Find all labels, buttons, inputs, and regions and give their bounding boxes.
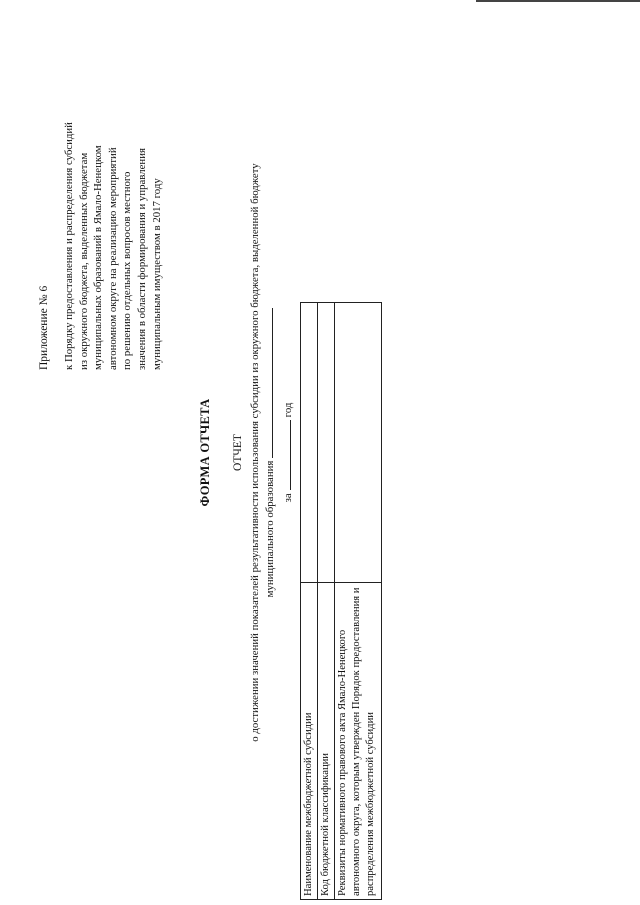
report-title: ОТЧЕТ: [232, 434, 244, 471]
table-cell-label: Код бюджетной классификации: [318, 583, 335, 900]
appendix-ref-line: значения в области формирования и управления: [135, 148, 148, 370]
appendix-ref-line: муниципальных образований в Ямало-Ненецком: [92, 145, 105, 370]
report-subtitle-line1: о достижении значений показателей результативности использования субсидии из окружного бюджета, выделенной бюджету: [249, 163, 261, 742]
table-row: [301, 303, 318, 900]
appendix-ref-line: к Порядку предоставления и распределения субсидий: [63, 122, 75, 370]
subsidy-details-table: [300, 302, 382, 900]
period-prefix: за: [282, 493, 294, 503]
municipality-label: муниципального образования: [264, 460, 276, 598]
form-title: ФОРМА ОТЧЕТА: [198, 398, 212, 507]
table-cell-value: [318, 303, 335, 583]
table-cell-label: Реквизиты нормативного правового акта Ямало-Ненецкого автономного округа, которым утвержден Порядок предоставления и распределения межбюджетной субсидии: [335, 583, 382, 900]
appendix-number: Приложение № 6: [38, 285, 50, 370]
report-subtitle: [248, 40, 277, 865]
appendix-reference: [62, 122, 164, 370]
table-row: [335, 303, 382, 900]
appendix-ref-line: по решению отдельных вопросов местного: [121, 171, 134, 370]
municipality-blank-field: [262, 308, 273, 458]
table-cell-label: Наименование межбюджетной субсидии: [301, 583, 318, 900]
table-cell-value: [301, 303, 318, 583]
appendix-ref-line: автономном округе на реализацию мероприятий: [106, 147, 119, 370]
table-cell-value: [335, 303, 382, 583]
appendix-ref-line: муниципальным имуществом в 2017 году: [150, 178, 163, 370]
period-suffix: год: [282, 402, 294, 418]
report-subtitle-line2: [262, 40, 277, 865]
table-row: [318, 303, 335, 900]
year-blank-field: [280, 420, 291, 490]
appendix-ref-line: из окружного бюджета, выделенных бюджетам: [77, 152, 90, 370]
report-period: [280, 0, 294, 905]
